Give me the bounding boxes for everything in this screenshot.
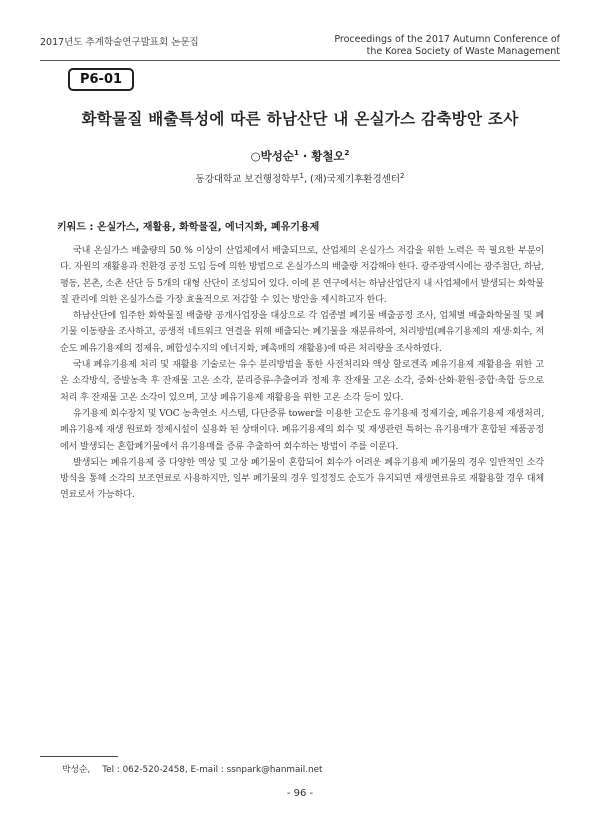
running-header-right bbox=[334, 34, 560, 58]
presenter-mark: ○ bbox=[250, 149, 261, 163]
header-right-line1: Proceedings of the 2017 Autumn Conference of bbox=[334, 34, 560, 45]
author-separator: · bbox=[298, 149, 312, 163]
footnote-name: 박성순, bbox=[62, 765, 91, 775]
affiliation-1-sup: 1 bbox=[299, 171, 304, 180]
body-paragraph-4: 유기용제 회수장치 및 VOC 농축연소 시스템, 다단증류 tower를 이용한 고순도 유기용제 정제기술, 폐유기용제 재생처리, 폐유기용제 재생 원료화 정제시설이 실용화 된 상태이다. 폐유기용제의 회수 및 재생관련 특허는 유기용매가 혼합된 제품공정에서 발생되는 혼합폐기물에서 유기용매를 증류 추출하여 회수하는 방법이 주를 이룬다. bbox=[60, 408, 544, 452]
paper-affiliations bbox=[40, 171, 560, 185]
paper-code-badge: P6-01 bbox=[68, 68, 134, 91]
author-1: 박성순 bbox=[260, 149, 294, 163]
author-1-sup: 1 bbox=[293, 149, 299, 158]
footnote-rule bbox=[40, 756, 118, 757]
author-2: 황철오 bbox=[311, 149, 345, 163]
affiliation-2-sup: 2 bbox=[400, 171, 405, 180]
running-header-left: 2017년도 추계학술연구발표회 논문집 bbox=[40, 37, 199, 48]
header-rule bbox=[40, 60, 560, 61]
footnote-email: E-mail : ssnpark@hanmail.net bbox=[190, 765, 323, 775]
author-2-sup: 2 bbox=[344, 149, 350, 158]
paper-body bbox=[60, 243, 544, 504]
body-paragraph-5: 발생되는 폐유기용제 중 다양한 액상 및 고상 폐기물이 혼합되어 회수가 어려운 폐유기용제 폐기물의 경우 일반적인 소각방식을 통해 소각의 보조연료로 사용하지만, 일부 폐기물의 경우 일정정도 순도가 유지되면 재생연료유로 재활용할 경우 대체연료로서 가능하다. bbox=[60, 457, 544, 501]
affiliation-separator: , bbox=[303, 174, 310, 185]
footnote-tel: Tel : 062-520-2458, bbox=[102, 765, 188, 775]
body-paragraph-3: 국내 폐유기용제 처리 및 재활용 기술로는 유수 분리방법을 통한 사전처리와 액상 할로겐족 폐유기용제 재활용을 위한 고온 소각방식, 증발농축 후 잔재물 고온 소각, 분리증류-추출여과 정제 후 잔재물 고온 소각, 중화·산화·환원·중합·축합 등으로 처리 후 잔재물 고온 소각이 있으며, 고상 폐유기용제 재활용을 위한 고온 소각 등이 있다. bbox=[60, 360, 544, 403]
paper-title: 화학물질 배출특성에 따른 하남산단 내 온실가스 감축방안 조사 bbox=[81, 110, 519, 128]
footnote bbox=[62, 762, 322, 775]
paper-authors bbox=[40, 148, 560, 164]
body-paragraph-2: 하남산단에 입주한 화학물질 배출량 공개사업장을 대상으로 각 업종별 폐기물 배출공정 조사, 업체별 배출화학물질 및 폐기물 이동량을 조사하고, 공생적 네트워크 연결을 위해 배출되는 폐기물을 재분류하여, 처리방법(폐유기용제의 재생·회수, 저순도 폐유기용제의 정제유, 폐합성수지의 에너지화, 폐촉매의 재활용)에 따른 처리량을 조사하였다. bbox=[60, 311, 544, 354]
header-right-line2: the Korea Society of Waste Management bbox=[366, 46, 560, 57]
body-paragraph-1: 국내 온실가스 배출량의 50 % 이상이 산업체에서 배출되므로, 산업체의 온실가스 저감을 위한 노력은 꼭 필요한 부분이다. 자원의 재활용과 친환경 공정 도입 등에 의한 방법으로 온실가스의 배출량 저감해야 한다. 광주광역시에는 광주첨단, 하남, 평동, 본촌, 소촌 산단 등 5개의 대형 산단이 조성되어 있다. 이에 본 연구에서는 하남산업단지 내 사업체에서 발생되는 화학물질 관리에 의한 온실가스를 가장 효율적으로 저감할 수 있는 방안을 제시하고자 한다. bbox=[60, 246, 544, 305]
keywords: 키워드 : 온실가스, 재활용, 화학물질, 에너지화, 폐유기용제 bbox=[57, 222, 320, 233]
affiliation-2: (재)국제기후환경센터 bbox=[310, 174, 401, 185]
page-number: - 96 - bbox=[286, 788, 314, 799]
affiliation-1: 동강대학교 보건행정학부 bbox=[195, 174, 300, 185]
